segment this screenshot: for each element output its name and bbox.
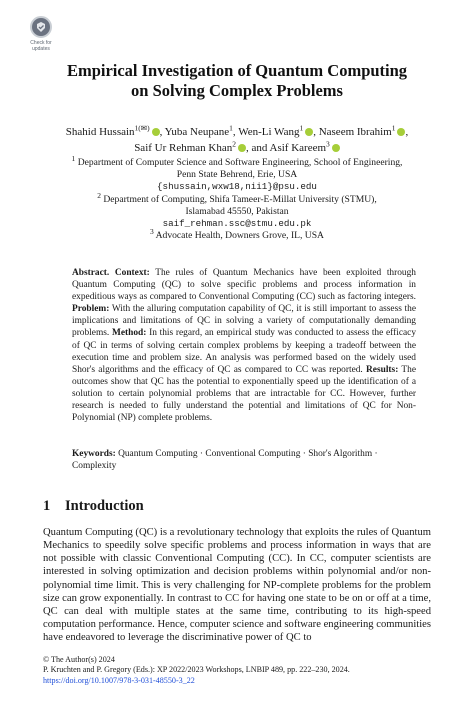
keywords <box>72 448 416 472</box>
orcid-icon[interactable] <box>397 128 405 136</box>
author-sup: 1(✉) <box>134 123 150 133</box>
author-sup: 1 <box>299 123 304 133</box>
title-line-1: Empirical Investigation of Quantum Computing <box>66 61 408 80</box>
method-label: Method: <box>111 328 147 339</box>
affiliation-2 <box>30 190 444 206</box>
email-link[interactable]: saif_rehman.ssc@stmu.edu.pk <box>162 218 312 230</box>
orcid-icon[interactable] <box>305 128 313 136</box>
author-name: Shahid Hussain <box>65 126 135 138</box>
affiliation-sup: 3 <box>149 227 154 237</box>
affiliation-line: Department of Computing, Shifa Tameer-E-Millat University (STMU), <box>103 193 377 205</box>
affiliation-1 <box>30 153 444 169</box>
author-list: Shahid Hussain$^{1(✉)}$ , Yuba Neupane$^1$, Wen-Li Wang$^1$ , Naseem Ibrahim$^1$ , Saif Ur Rehman Khan$^2$ , and Asif Kareem$^3$ <box>65 123 409 154</box>
abstract <box>72 267 416 424</box>
author-name: Saif Ur Rehman Khan <box>134 142 233 154</box>
author-name: Wen-Li Wang <box>238 126 300 138</box>
context-text: The rules of Quantum Mechanics have been exploited through Quantum Computing (QC) to solve specific problems and process information in expeditious ways as compared to Conventional Computing (CC) such as factoring integers. <box>72 268 416 303</box>
badge-line1: Check for <box>30 40 52 46</box>
section-number: 1 <box>43 498 51 514</box>
context-label: Context: <box>114 268 150 278</box>
title-line-2: on Solving Complex Problems <box>131 81 343 100</box>
affiliation-line: Advocate Health, Downers Grove, IL, USA <box>155 230 324 242</box>
problem-text: With the alluring computation capability of QC, it is still important to assess the implications and limitations of QC in solving a variety of computationally demanding problems. <box>72 304 416 339</box>
affiliation-sup: 2 <box>97 190 101 200</box>
page-footer <box>43 655 350 686</box>
author-sup: 3 <box>326 139 330 149</box>
method-text: In this regard, an empirical study was conducted to assess the efficacy of QC in terms of solving certain complex problems by keeping a tradeoff between the execution time and problem size. An analysis was performed based on the widely used Shor's algorithms and the efficacy of QC as compared to CC was reported. <box>72 328 417 375</box>
check-for-updates-badge[interactable] <box>26 16 56 58</box>
author-name: Naseem Ibrahim <box>318 126 392 138</box>
badge-label <box>26 40 56 52</box>
check-updates-icon <box>30 16 52 38</box>
affiliation-line: Penn State Behrend, Erie, USA <box>176 169 298 181</box>
badge-line2: updates <box>32 46 50 52</box>
section-title: Introduction <box>65 498 144 514</box>
abstract-label: Abstract. <box>72 268 110 278</box>
email-link[interactable]: {shussain,wxw18,nii1}@psu.edu <box>157 181 317 193</box>
affiliation-sup: 1 <box>71 153 76 163</box>
problem-label: Problem: <box>72 304 110 315</box>
affiliation-line: Department of Computer Science and Software Engineering, School of Engineering, <box>77 157 403 168</box>
affiliation-line: Islamabad 45550, Pakistan <box>185 205 289 217</box>
author-sup: 2 <box>232 139 236 149</box>
affiliations <box>30 153 444 242</box>
affiliation-3 <box>30 227 444 242</box>
orcid-icon[interactable] <box>238 144 246 152</box>
orcid-icon[interactable] <box>332 144 340 152</box>
keywords-text: Quantum Computing · Conventional Computing · Shor's Algorithm · Complexity <box>72 449 378 472</box>
doi-link[interactable]: https://doi.org/10.1007/978-3-031-48550-3_22 <box>43 675 195 685</box>
author-name: Yuba Neupane <box>164 126 230 138</box>
section-heading <box>43 498 144 515</box>
citation: P. Kruchten and P. Gregory (Eds.): XP 2022/2023 Workshops, LNBIP 489, pp. 222–230, 2024. <box>43 665 350 675</box>
orcid-icon[interactable] <box>152 128 160 136</box>
copyright: © The Author(s) 2024 <box>43 655 115 664</box>
results-text: The outcomes show that QC has the potential to exponentially speed up the identification of a solution to certain polynomial problems that are intractable for CC. However, further research is needed to fully understand the potential and limitations of QC for Non-Polynomial (NP) complete problems. <box>72 364 416 424</box>
author-sup: 1 <box>391 123 396 133</box>
author-name: Asif Kareem <box>269 142 327 154</box>
results-label: Results: <box>366 364 399 375</box>
author-sup: 1 <box>229 123 233 133</box>
intro-paragraph: Quantum Computing (QC) is a revolutionary technology that exploits the rules of Quantum Mechanics to speedily solve specific problems and process information in ways that are not possible with classic Conventional Computing (CC). In CC, computer scientists are interested in solving optimization and decision problems within polynomial and/or non-polynomial time limit. This is very challenging for NP-complete problems for the problem size can grow exponentially. In contrast to CC for having one state to be on or off at a time, QC can deal with multiple states at the same time, contributing to its high-speed computation performance. Hence, computer science and software engineering communities have endeavored to leverage the discriminative power of QC to <box>43 527 431 644</box>
paper-title <box>0 61 474 101</box>
keywords-label: Keywords: <box>72 449 116 459</box>
